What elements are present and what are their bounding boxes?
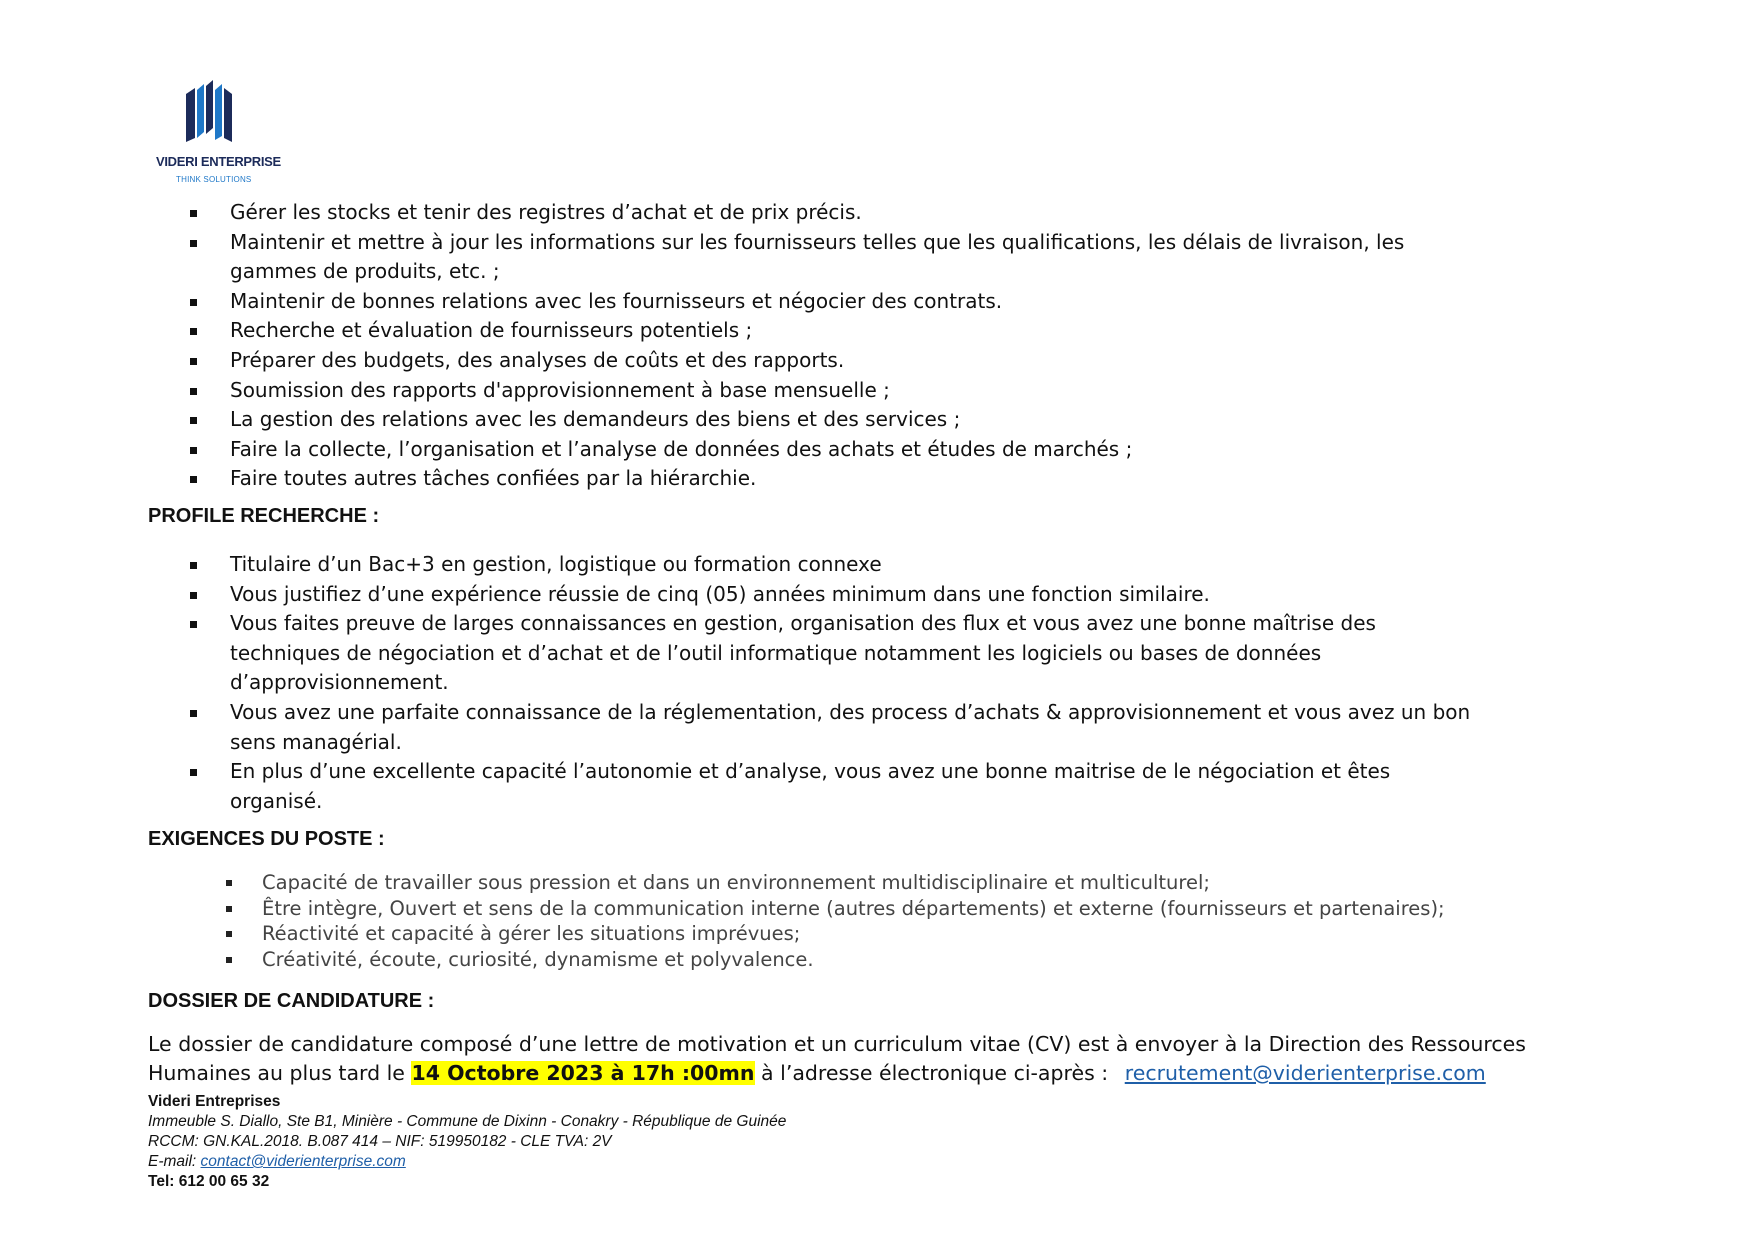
bullet-icon <box>190 769 197 776</box>
logo-mark-icon <box>182 80 242 152</box>
application-text-after: à l’adresse électronique ci-après : <box>761 1061 1109 1085</box>
list-item: Faire la collecte, l’organisation et l’analyse de données des achats et études de marchés ; <box>148 435 1478 465</box>
bullet-icon <box>226 931 232 937</box>
bullet-icon <box>190 210 197 217</box>
list-item: Soumission des rapports d'approvisionnement à base mensuelle ; <box>148 376 1478 406</box>
footer-tel: Tel: 612 00 65 32 <box>148 1173 270 1190</box>
bullet-icon <box>190 358 197 365</box>
list-item: La gestion des relations avec les demandeurs des biens et des services ; <box>148 405 1478 435</box>
profile-heading: PROFILE RECHERCHE : <box>148 505 380 527</box>
bullet-icon <box>190 328 197 335</box>
footer-registration: RCCM: GN.KAL.2018. B.087 414 – NIF: 519950182 - CLE TVA: 2V <box>148 1133 612 1150</box>
company-logo <box>148 76 281 186</box>
bullet-icon <box>190 562 197 569</box>
bullet-icon <box>190 447 197 454</box>
requirements-list <box>148 870 1548 972</box>
footer-email-line <box>148 1152 786 1172</box>
footer-company: Videri Entreprises <box>148 1093 281 1110</box>
bullet-icon <box>190 710 197 717</box>
tasks-list <box>148 198 1478 494</box>
application-paragraph <box>148 1030 1628 1088</box>
bullet-icon <box>190 592 197 599</box>
recruitment-email-link[interactable]: recrutement@viderienterprise.com <box>1124 1061 1486 1085</box>
bullet-icon <box>226 906 232 912</box>
bullet-icon <box>190 476 197 483</box>
list-item: Préparer des budgets, des analyses de coûts et des rapports. <box>148 346 1478 376</box>
list-item: Créativité, écoute, curiosité, dynamisme et polyvalence. <box>148 947 1548 973</box>
profile-list <box>148 550 1478 816</box>
application-heading: DOSSIER DE CANDIDATURE : <box>148 990 435 1012</box>
logo-company-name: VIDERI ENTERPRISE <box>156 154 281 169</box>
list-item: Vous justifiez d’une expérience réussie de cinq (05) années minimum dans une fonction similaire. <box>148 580 1478 610</box>
list-item: Faire toutes autres tâches confiées par la hiérarchie. <box>148 464 1478 494</box>
list-item: Maintenir et mettre à jour les informations sur les fournisseurs telles que les qualifications, les délais de livraison, les gammes de produits, etc. ; <box>148 228 1478 287</box>
list-item: Maintenir de bonnes relations avec les fournisseurs et négocier des contrats. <box>148 287 1478 317</box>
requirements-heading: EXIGENCES DU POSTE : <box>148 828 385 850</box>
deadline-highlight: 14 Octobre 2023 à 17h :00mn <box>411 1061 755 1085</box>
contact-email-link[interactable]: contact@viderienterprise.com <box>200 1153 406 1170</box>
list-item: Recherche et évaluation de fournisseurs potentiels ; <box>148 316 1478 346</box>
bullet-icon <box>190 299 197 306</box>
bullet-icon <box>190 621 197 628</box>
bullet-icon <box>190 240 197 247</box>
footer-address: Immeuble S. Diallo, Ste B1, Minière - Commune de Dixinn - Conakry - République de Guinée <box>148 1113 787 1130</box>
application-text: Le dossier de candidature composé d’une lettre de motivation et un curriculum vitae (CV) est à envoyer à la Direction des Ressources Humaines au plus tard le <box>148 1032 1526 1085</box>
logo-tagline: THINK SOLUTIONS <box>176 175 252 184</box>
footer-email-label: E-mail: <box>148 1153 197 1170</box>
list-item: Gérer les stocks et tenir des registres d’achat et de prix précis. <box>148 198 1478 228</box>
bullet-icon <box>190 417 197 424</box>
list-item: En plus d’une excellente capacité l’autonomie et d’analyse, vous avez une bonne maitrise de le négociation et êtes organisé. <box>148 757 1478 816</box>
list-item: Être intègre, Ouvert et sens de la communication interne (autres départements) et externe (fournisseurs et partenaires); <box>148 896 1548 922</box>
footer <box>148 1092 786 1192</box>
bullet-icon <box>226 880 232 886</box>
list-item: Capacité de travailler sous pression et dans un environnement multidisciplinaire et multiculturel; <box>148 870 1548 896</box>
list-item: Réactivité et capacité à gérer les situations imprévues; <box>148 921 1548 947</box>
list-item: Titulaire d’un Bac+3 en gestion, logistique ou formation connexe <box>148 550 1478 580</box>
list-item: Vous avez une parfaite connaissance de la réglementation, des process d’achats & approvisionnement et vous avez un bon sens managérial. <box>148 698 1478 757</box>
list-item: Vous faites preuve de larges connaissances en gestion, organisation des flux et vous avez une bonne maîtrise des techniques de négociation et d’achat et de l’outil informatique notamment les logiciels ou bases de données d’approvisionnement. <box>148 609 1478 698</box>
bullet-icon <box>226 957 232 963</box>
bullet-icon <box>190 388 197 395</box>
